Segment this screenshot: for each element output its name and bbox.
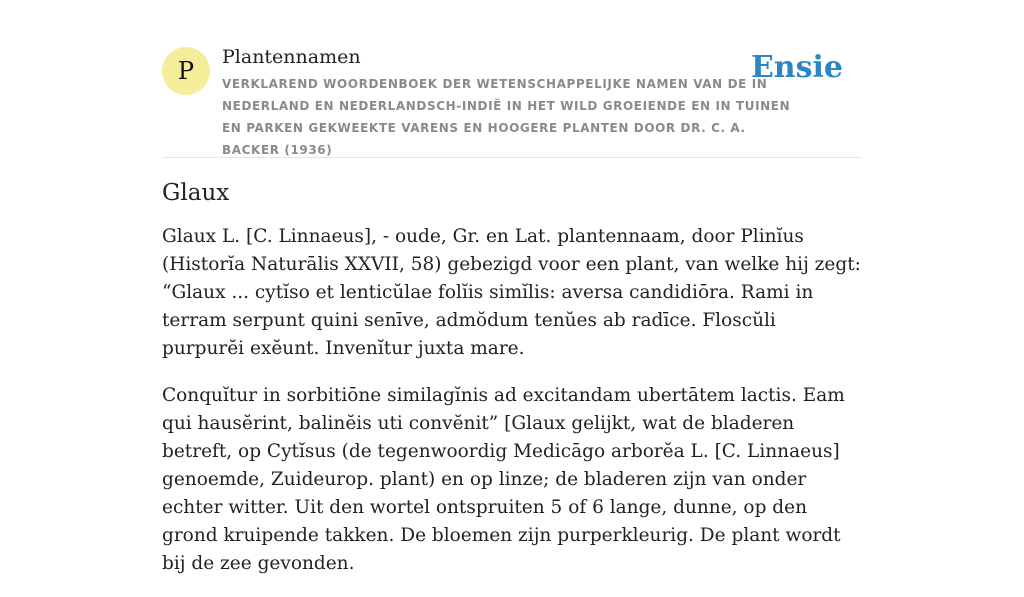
site-header (162, 46, 862, 158)
site-subtitle: VERKLAREND WOORDENBOEK DER WETENSCHAPPELIJKE NAMEN VAN DE IN NEDERLAND EN NEDERLANDSCH-INDIË IN HET WILD GROEIENDE EN IN TUINEN EN PARKEN GEKWEEKTE VARENS EN HOOGERE PLANTEN DOOR DR. C. A. BACKER (1936) (222, 77, 791, 157)
entry-title: Glaux (162, 180, 230, 206)
entry-paragraph-2: Conquĭtur in sorbitiōne similagĭnis ad excitandam ubertātem lactis. Eam qui hausĕrint, balinĕis uti convĕnit” [Glaux gelijkt, wat de bladeren betreft, op Cytĭsus (de tegenwoordig Medicāgo arborĕa L. [C. Linnaeus] genoemde, Zuideurop. plant) en op linze; de bladeren zijn van onder echter witter. Uit den wortel ontspruiten 5 of 6 lange, dunne, op den grond kruipende takken. De bloemen zijn purperkleurig. De plant wordt bij de zee gevonden. (162, 385, 845, 574)
entry-paragraph-1: Glaux L. [C. Linnaeus], - oude, Gr. en Lat. plantennaam, door Plinĭus (Historĭa Naturālis XXVII, 58) gebezigd voor een plant, van welke hij zegt: “Glaux ... cytĭso et lenticŭlae folĭis simĭlis: aversa candidiōra. Rami in terram serpunt quini senīve, admŏdum tenŭes ab radīce. Floscŭli purpurĕi exĕunt. Invenĭtur juxta mare. (162, 226, 861, 359)
brand-logo-link[interactable]: Ensie (750, 50, 843, 85)
entry-content (162, 180, 862, 597)
site-title[interactable]: Plantennamen (222, 46, 361, 68)
site-avatar[interactable]: P (162, 47, 210, 95)
